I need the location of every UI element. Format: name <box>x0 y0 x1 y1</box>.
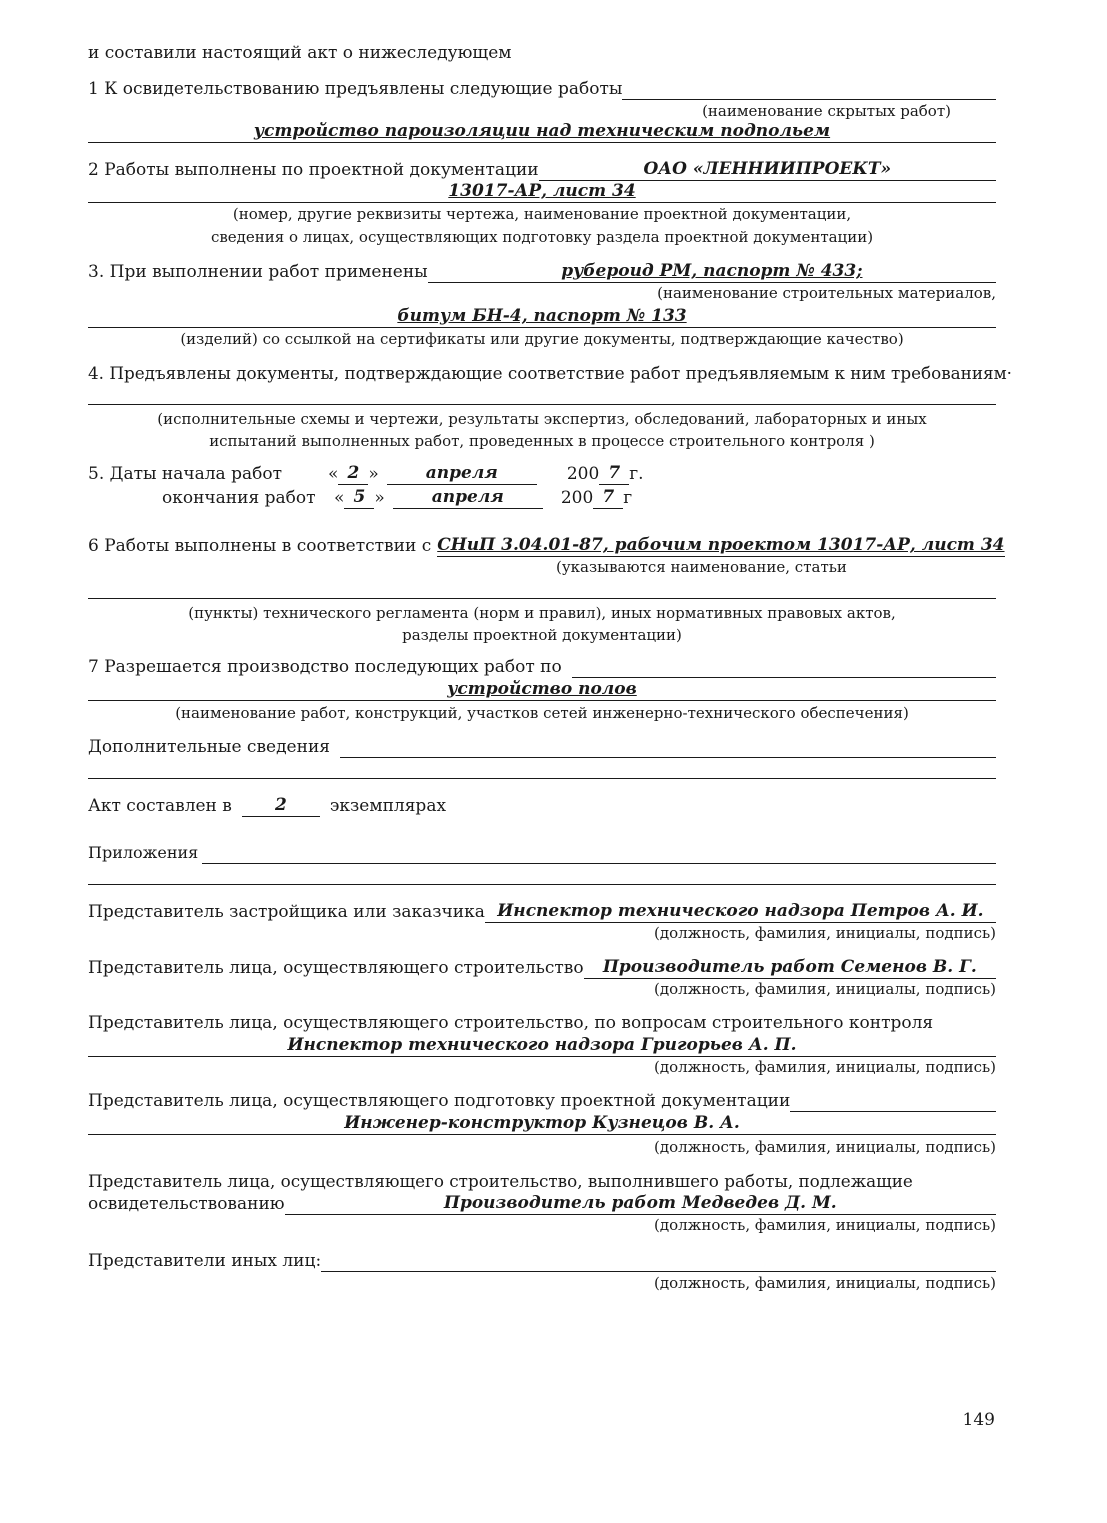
rep-control-value[interactable]: Инспектор технического надзора Григорьев А. П. <box>88 1034 996 1057</box>
section-3-line-2 <box>88 305 996 328</box>
section-4: 4. Предъявлены документы, подтверждающие соответствие работ предъявляемым к ним требованиям· <box>88 363 1013 383</box>
section-3-value-2[interactable]: битум БН-4, паспорт № 133 <box>88 305 996 328</box>
section-1-value-line <box>88 120 996 143</box>
rep-others-hint: (должность, фамилия, инициалы, подпись) <box>653 1274 996 1292</box>
extra-info: Дополнительные сведения <box>88 736 996 758</box>
section-3: 3. При выполнении работ применены рубероид РМ, паспорт № 433; <box>88 260 996 283</box>
copies-value[interactable]: 2 <box>242 794 320 817</box>
rep-contractor-hint: (должность, фамилия, инициалы, подпись) <box>653 1216 996 1234</box>
rep-builder-value[interactable]: Производитель работ Семенов В. Г. <box>584 956 996 979</box>
section-2-value-2[interactable]: 13017-АР, лист 34 <box>88 180 996 203</box>
rep-control-line <box>88 1034 996 1057</box>
rep-customer-hint: (должность, фамилия, инициалы, подпись) <box>653 924 996 942</box>
section-2-line-2 <box>88 180 996 203</box>
section-5-start: 5. Даты начала работ « 2 » апреля 200 7 г. <box>88 463 644 484</box>
section-4-hint-1: (исполнительные схемы и чертежи, результаты экспертиз, обследований, лабораторных и иных <box>157 410 927 428</box>
section-7-blank[interactable] <box>572 657 996 678</box>
rep-contractor-line: освидетельствованию Производитель работ Медведев Д. М. <box>88 1192 996 1215</box>
intro-text: и составили настоящий акт о нижеследующем <box>88 43 512 63</box>
section-1-hint: (наименование скрытых работ) <box>702 102 951 120</box>
rep-contractor: Представитель лица, осуществляющего строительство, выполнившего работы, подлежащие <box>88 1171 913 1191</box>
section-7-line-2 <box>88 678 996 701</box>
rep-others-field[interactable] <box>321 1251 996 1272</box>
rep-builder-hint: (должность, фамилия, инициалы, подпись) <box>653 980 996 998</box>
start-month[interactable]: апреля <box>387 462 537 485</box>
section-7: 7 Разрешается производство последующих работ по <box>88 656 996 678</box>
section-1: 1 К освидетельствованию предъявлены следующие работы <box>88 78 996 100</box>
rep-designer-hint: (должность, фамилия, инициалы, подпись) <box>653 1138 996 1156</box>
rep-customer: Представитель застройщика или заказчика Инспектор технического надзора Петров А. И. <box>88 900 996 923</box>
section-6-hint-1: (указываются наименование, статьи <box>556 558 847 576</box>
section-3-hint-2: (изделий) со ссылкой на сертификаты или другие документы, подтверждающие качество) <box>180 330 904 348</box>
rep-others: Представители иных лиц: <box>88 1250 996 1272</box>
rep-control: Представитель лица, осуществляющего строительство, по вопросам строительного контроля <box>88 1013 934 1033</box>
attachments-line-2[interactable] <box>88 884 996 885</box>
section-6: 6 Работы выполнены в соответствии с СНиП 3.04.01-87, рабочим проектом 13017-АР, лист 34 <box>88 535 1005 556</box>
rep-designer-line <box>88 1112 996 1135</box>
rep-designer: Представитель лица, осуществляющего подготовку проектной документации <box>88 1090 996 1112</box>
end-day[interactable]: 5 <box>344 486 374 509</box>
rep-customer-value[interactable]: Инспектор технического надзора Петров А. И. <box>485 900 996 923</box>
section-7-hint: (наименование работ, конструкций, участков сетей инженерно-технического обеспечения) <box>175 704 909 722</box>
section-4-blank-line[interactable] <box>88 404 996 405</box>
rep-designer-value[interactable]: Инженер-конструктор Кузнецов В. А. <box>88 1112 996 1135</box>
rep-designer-blank[interactable] <box>790 1091 996 1112</box>
section-2-hint-1: (номер, другие реквизиты чертежа, наименование проектной документации, <box>232 205 852 223</box>
rep-builder: Представитель лица, осуществляющего строительство Производитель работ Семенов В. Г. <box>88 956 996 979</box>
section-5-end: окончания работ « 5 » апреля 200 7 г <box>162 487 633 508</box>
section-6-blank-line[interactable] <box>88 598 996 599</box>
page-number: 149 <box>962 1410 995 1430</box>
attachments: Приложения <box>88 842 996 864</box>
section-7-value[interactable]: устройство полов <box>88 678 996 701</box>
end-month[interactable]: апреля <box>393 486 543 509</box>
section-3-hint-1: (наименование строительных материалов, <box>657 284 996 302</box>
extra-info-field[interactable] <box>340 737 996 758</box>
start-year[interactable]: 7 <box>599 462 629 485</box>
attachments-field[interactable] <box>202 843 996 864</box>
section-6-hint-3: разделы проектной документации) <box>402 626 682 644</box>
section-1-blank[interactable] <box>622 79 996 100</box>
section-2: 2 Работы выполнены по проектной документации ОАО «ЛЕННИИПРОЕКТ» <box>88 158 996 181</box>
section-3-value-1[interactable]: рубероид РМ, паспорт № 433; <box>428 260 996 283</box>
start-day[interactable]: 2 <box>338 462 368 485</box>
extra-info-line-2[interactable] <box>88 778 996 779</box>
section-4-hint-2: испытаний выполненных работ, проведенных в процессе строительного контроля ) <box>209 432 875 450</box>
section-6-hint-2: (пункты) технического регламента (норм и правил), иных нормативных правовых актов, <box>188 604 896 622</box>
section-2-hint-2: сведения о лицах, осуществляющих подготовку раздела проектной документации) <box>210 228 874 246</box>
section-2-value-1[interactable]: ОАО «ЛЕННИИПРОЕКТ» <box>539 158 996 181</box>
rep-contractor-value[interactable]: Производитель работ Медведев Д. М. <box>285 1192 996 1215</box>
section-6-value[interactable]: СНиП 3.04.01-87, рабочим проектом 13017-АР, лист 34 <box>437 535 1005 555</box>
end-year[interactable]: 7 <box>593 486 623 509</box>
rep-control-hint: (должность, фамилия, инициалы, подпись) <box>653 1058 996 1076</box>
copies: Акт составлен в 2 экземплярах <box>88 795 447 816</box>
section-1-value[interactable]: устройство пароизоляции над техническим подпольем <box>88 120 996 143</box>
